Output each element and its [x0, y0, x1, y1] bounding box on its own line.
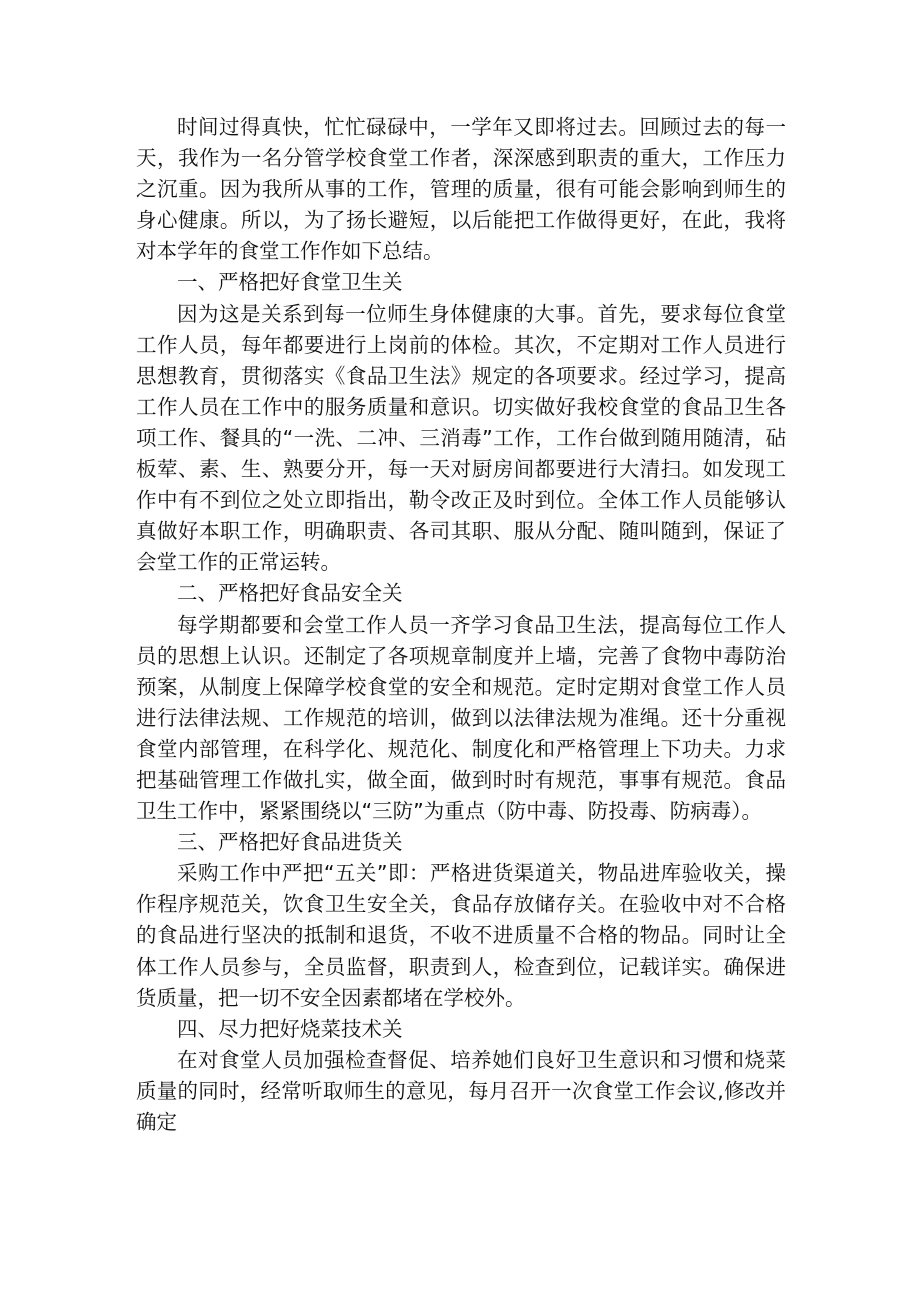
section-heading-hygiene: 一、严格把好食堂卫生关 [177, 270, 403, 295]
section-heading-cooking: 四、尽力把好烧菜技术关 [177, 1016, 403, 1041]
cooking-paragraph: 在对食堂人员加强检查督促、培养她们良好卫生意识和习惯和烧菜质量的同时，经常听取师生的意见，每月召开一次食堂工作会议,修改并确定 [136, 1047, 786, 1134]
hygiene-paragraph: 因为这是关系到每一位师生身体健康的大事。首先，要求每位食堂工作人员，每年都要进行上岗前的体检。其次，不定期对工作人员进行思想教育，贯彻落实《食品卫生法》规定的各项要求。经过学习，提高工作人员在工作中的服务质量和意识。切实做好我校食堂的食品卫生各项工作、餐具的“一洗、二冲、三消毒”工作，工作台做到随用随清，砧板荤、素、生、熟要分开，每一天对厨房间都要进行大清扫。如发现工作中有不到位之处立即指出，勒令改正及时到位。全体工作人员能够认真做好本职工作，明确职责、各司其职、服从分配、随叫随到，保证了会堂工作的正常运转。 [136, 301, 786, 575]
food-safety-paragraph: 每学期都要和会堂工作人员一齐学习食品卫生法，提高每位工作人员的思想上认识。还制定了各项规章制度并上墙，完善了食物中毒防治预案，从制度上保障学校食堂的安全和规范。定时定期对食堂工作人员进行法律法规、工作规范的培训，做到以法律法规为准绳。还十分重视食堂内部管理，在科学化、规范化、制度化和严格管理上下功夫。力求把基础管理工作做扎实，做全面，做到时时有规范，事事有规范。食品卫生工作中，紧紧围绕以“三防”为重点（防中毒、防投毒、防病毒）。 [136, 612, 786, 824]
document-page [136, 112, 786, 1138]
intro-paragraph: 时间过得真快，忙忙碌碌中，一学年又即将过去。回顾过去的每一天，我作为一名分管学校食堂工作者，深深感到职责的重大，工作压力之沉重。因为我所从事的工作，管理的质量，很有可能会影响到师生的身心健康。所以，为了扬长避短，以后能把工作做得更好，在此，我将对本学年的食堂工作作如下总结。 [136, 115, 786, 264]
purchasing-paragraph: 采购工作中严把“五关”即：严格进货渠道关，物品进库验收关，操作程序规范关，饮食卫生安全关，食品存放储存关。在验收中对不合格的食品进行坚决的抵制和退货，不收不进质量不合格的物品。同时让全体工作人员参与，全员监督，职责到人，检查到位，记载详实。确保进货质量，把一切不安全因素都堵在学校外。 [136, 861, 786, 1010]
section-heading-purchasing: 三、严格把好食品进货关 [177, 830, 403, 855]
section-heading-food-safety: 二、严格把好食品安全关 [177, 581, 403, 606]
